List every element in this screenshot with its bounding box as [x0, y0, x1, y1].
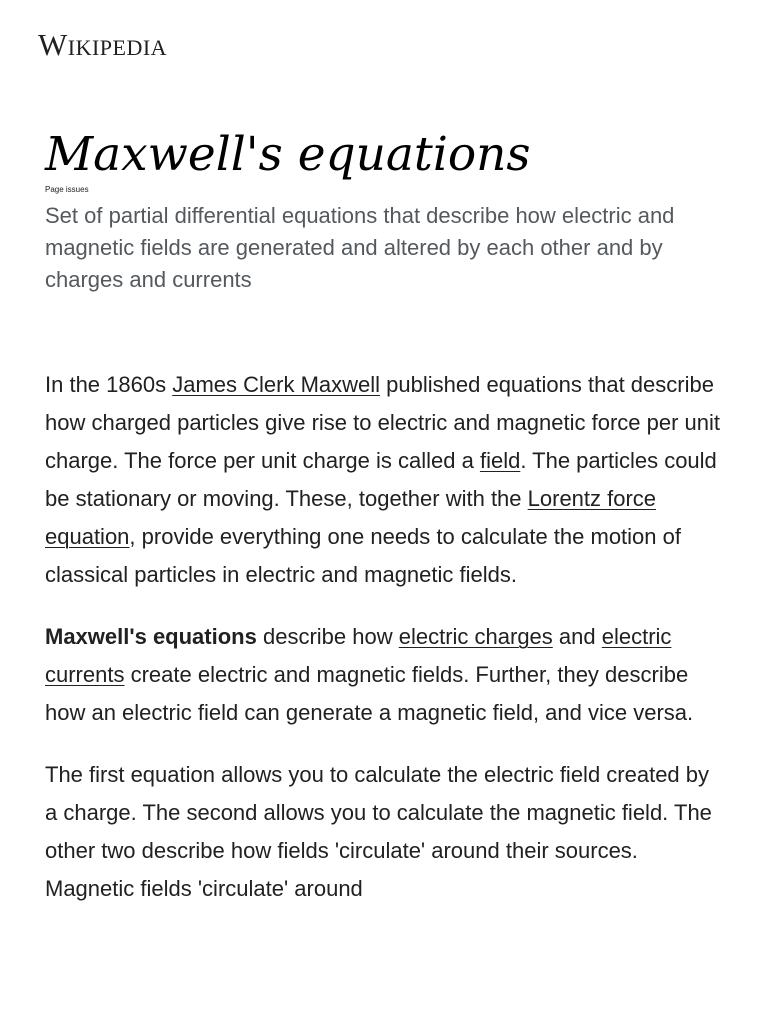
text-run: In the 1860s — [45, 372, 173, 397]
text-run: The first equation allows you to calculate the electric field created by a charge. The second allows you to calculate the magnetic field. The other two describe how fields 'circulate' around their sources. Magnetic fields 'circulate' around — [45, 762, 712, 901]
link-james-clerk-maxwell[interactable]: James Clerk Maxwell — [172, 372, 381, 397]
text-run: , provide everything one needs to calculate the motion of classical particles in electric and magnetic fields. — [45, 524, 681, 587]
site-header — [38, 26, 167, 66]
link-electric-charges[interactable]: electric charges — [398, 624, 553, 649]
article-body — [45, 366, 725, 932]
wikipedia-wordmark[interactable]: Wikipedia — [38, 27, 168, 62]
paragraph-3 — [45, 756, 725, 908]
text-run: and — [552, 624, 602, 649]
link-electric-currents[interactable]: electric currents — [45, 624, 672, 687]
link-lorentz-force-equation[interactable]: Lorentz force equation — [45, 486, 657, 549]
text-run: . The particles could be stationary or moving. These, together with the — [45, 448, 717, 511]
paragraph-1 — [45, 366, 725, 594]
text-run: published equations that describe how charged particles give rise to electric and magnetic force per unit charge. The force per unit charge is called a — [45, 372, 721, 473]
short-description: Set of partial differential equations that describe how electric and magnetic fields are generated and altered by each other and by charges and currents — [45, 203, 675, 292]
bold-term: Maxwell's equations — [45, 624, 257, 649]
paragraph-2 — [45, 618, 725, 732]
text-run: describe how — [256, 624, 399, 649]
page-issues-link[interactable]: Page issues — [45, 185, 89, 194]
link-field[interactable]: field — [479, 448, 521, 473]
text-run: create electric and magnetic fields. Further, they describe how an electric field can generate a magnetic field, and vice versa. — [45, 662, 694, 725]
page-title: Maxwell's equations — [45, 127, 531, 182]
